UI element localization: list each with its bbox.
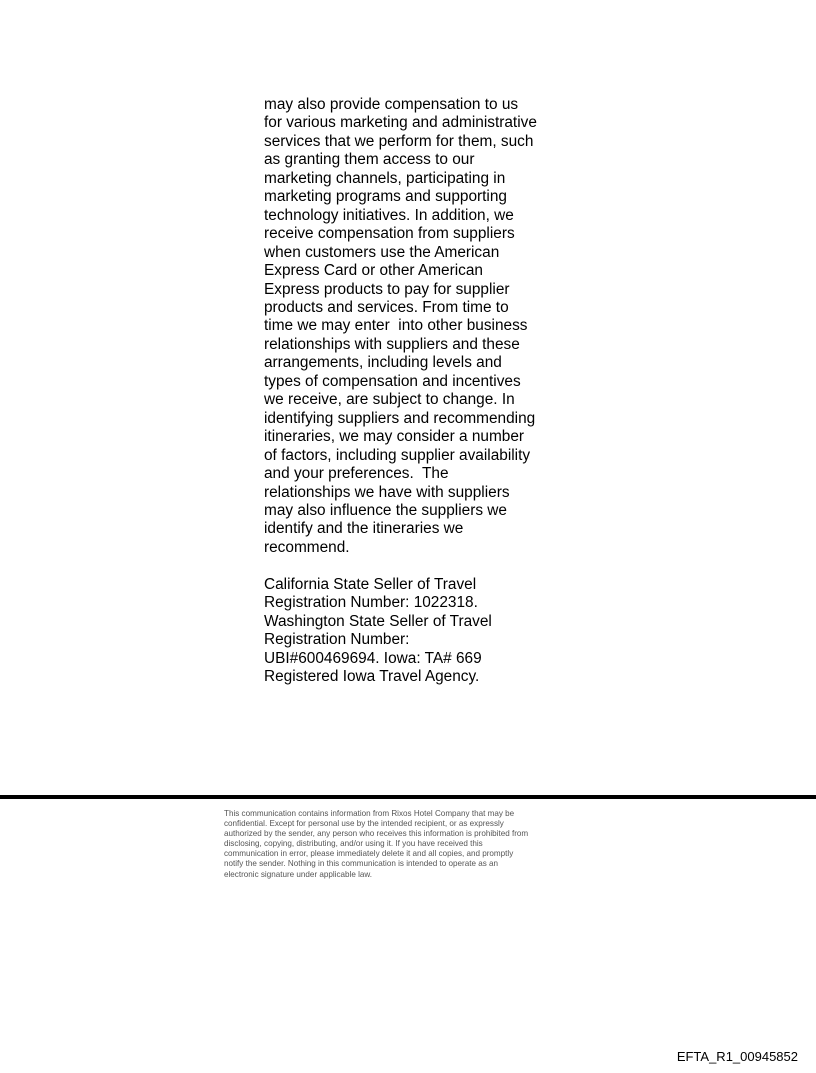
- text-line: arrangements, including levels and: [264, 354, 502, 372]
- disclaimer-line: authorized by the sender, any person who receives this information is prohibited from: [224, 829, 529, 839]
- text-line: Registration Number: 1022318.: [264, 594, 478, 612]
- text-line: as granting them access to our: [264, 151, 475, 169]
- text-line: marketing programs and supporting: [264, 188, 507, 206]
- text-line: marketing channels, participating in: [264, 169, 506, 187]
- disclaimer-line: This communication contains information from Rixos Hotel Company that may be: [224, 809, 515, 818]
- text-line: itineraries, we may consider a number: [264, 428, 525, 446]
- text-line: Express Card or other American: [264, 262, 483, 280]
- text-line: may also provide compensation to us: [264, 96, 519, 113]
- text-line: identifying suppliers and recommending: [264, 409, 536, 427]
- text-line: relationships with suppliers and these: [264, 335, 520, 353]
- disclaimer-line: communication in error, please immediately delete it and all copies, and promptly: [224, 849, 514, 859]
- paragraph-compensation: [264, 96, 564, 557]
- text-line: Registration Number:: [264, 631, 410, 649]
- text-line: recommend.: [264, 538, 350, 556]
- text-line: UBI#600469694. Iowa: TA# 669: [264, 649, 482, 667]
- text-line: identify and the itineraries we: [264, 520, 464, 538]
- disclaimer-line: notify the sender. Nothing in this communication is intended to operate as an: [224, 859, 499, 869]
- text-line: products and services. From time to: [264, 298, 509, 316]
- text-line: may also influence the suppliers we: [264, 501, 507, 519]
- text-line: services that we perform for them, such: [264, 132, 534, 150]
- text-line: when customers use the American: [264, 243, 500, 261]
- text-line: relationships we have with suppliers: [264, 483, 510, 501]
- horizontal-divider: [0, 795, 816, 799]
- text-line: types of compensation and incentives: [264, 372, 521, 390]
- text-line: Express products to pay for supplier: [264, 280, 510, 298]
- text-line: Registered Iowa Travel Agency.: [264, 668, 480, 686]
- text-line: time we may enter into other business: [264, 317, 528, 335]
- disclaimer-line: electronic signature under applicable law.: [224, 869, 373, 879]
- text-line: for various marketing and administrative: [264, 114, 537, 132]
- text-line: technology initiatives. In addition, we: [264, 206, 514, 224]
- text-line: Washington State Seller of Travel: [264, 612, 492, 630]
- text-line: we receive, are subject to change. In: [264, 391, 515, 409]
- main-body-text: [264, 96, 564, 686]
- text-line: and your preferences. The: [264, 465, 449, 483]
- paragraph-spacer: [264, 557, 564, 575]
- text-line: California State Seller of Travel: [264, 575, 477, 593]
- text-line: receive compensation from suppliers: [264, 225, 515, 243]
- document-id: EFTA_R1_00945852: [676, 1049, 798, 1064]
- disclaimer-line: disclosing, copying, distributing, and/or using it. If you have received this: [224, 839, 483, 849]
- confidentiality-disclaimer: [224, 809, 604, 880]
- text-line: of factors, including supplier availability: [264, 446, 531, 464]
- paragraph-registration: [264, 576, 564, 687]
- disclaimer-line: confidential. Except for personal use by the intended recipient, or as expressly: [224, 819, 504, 829]
